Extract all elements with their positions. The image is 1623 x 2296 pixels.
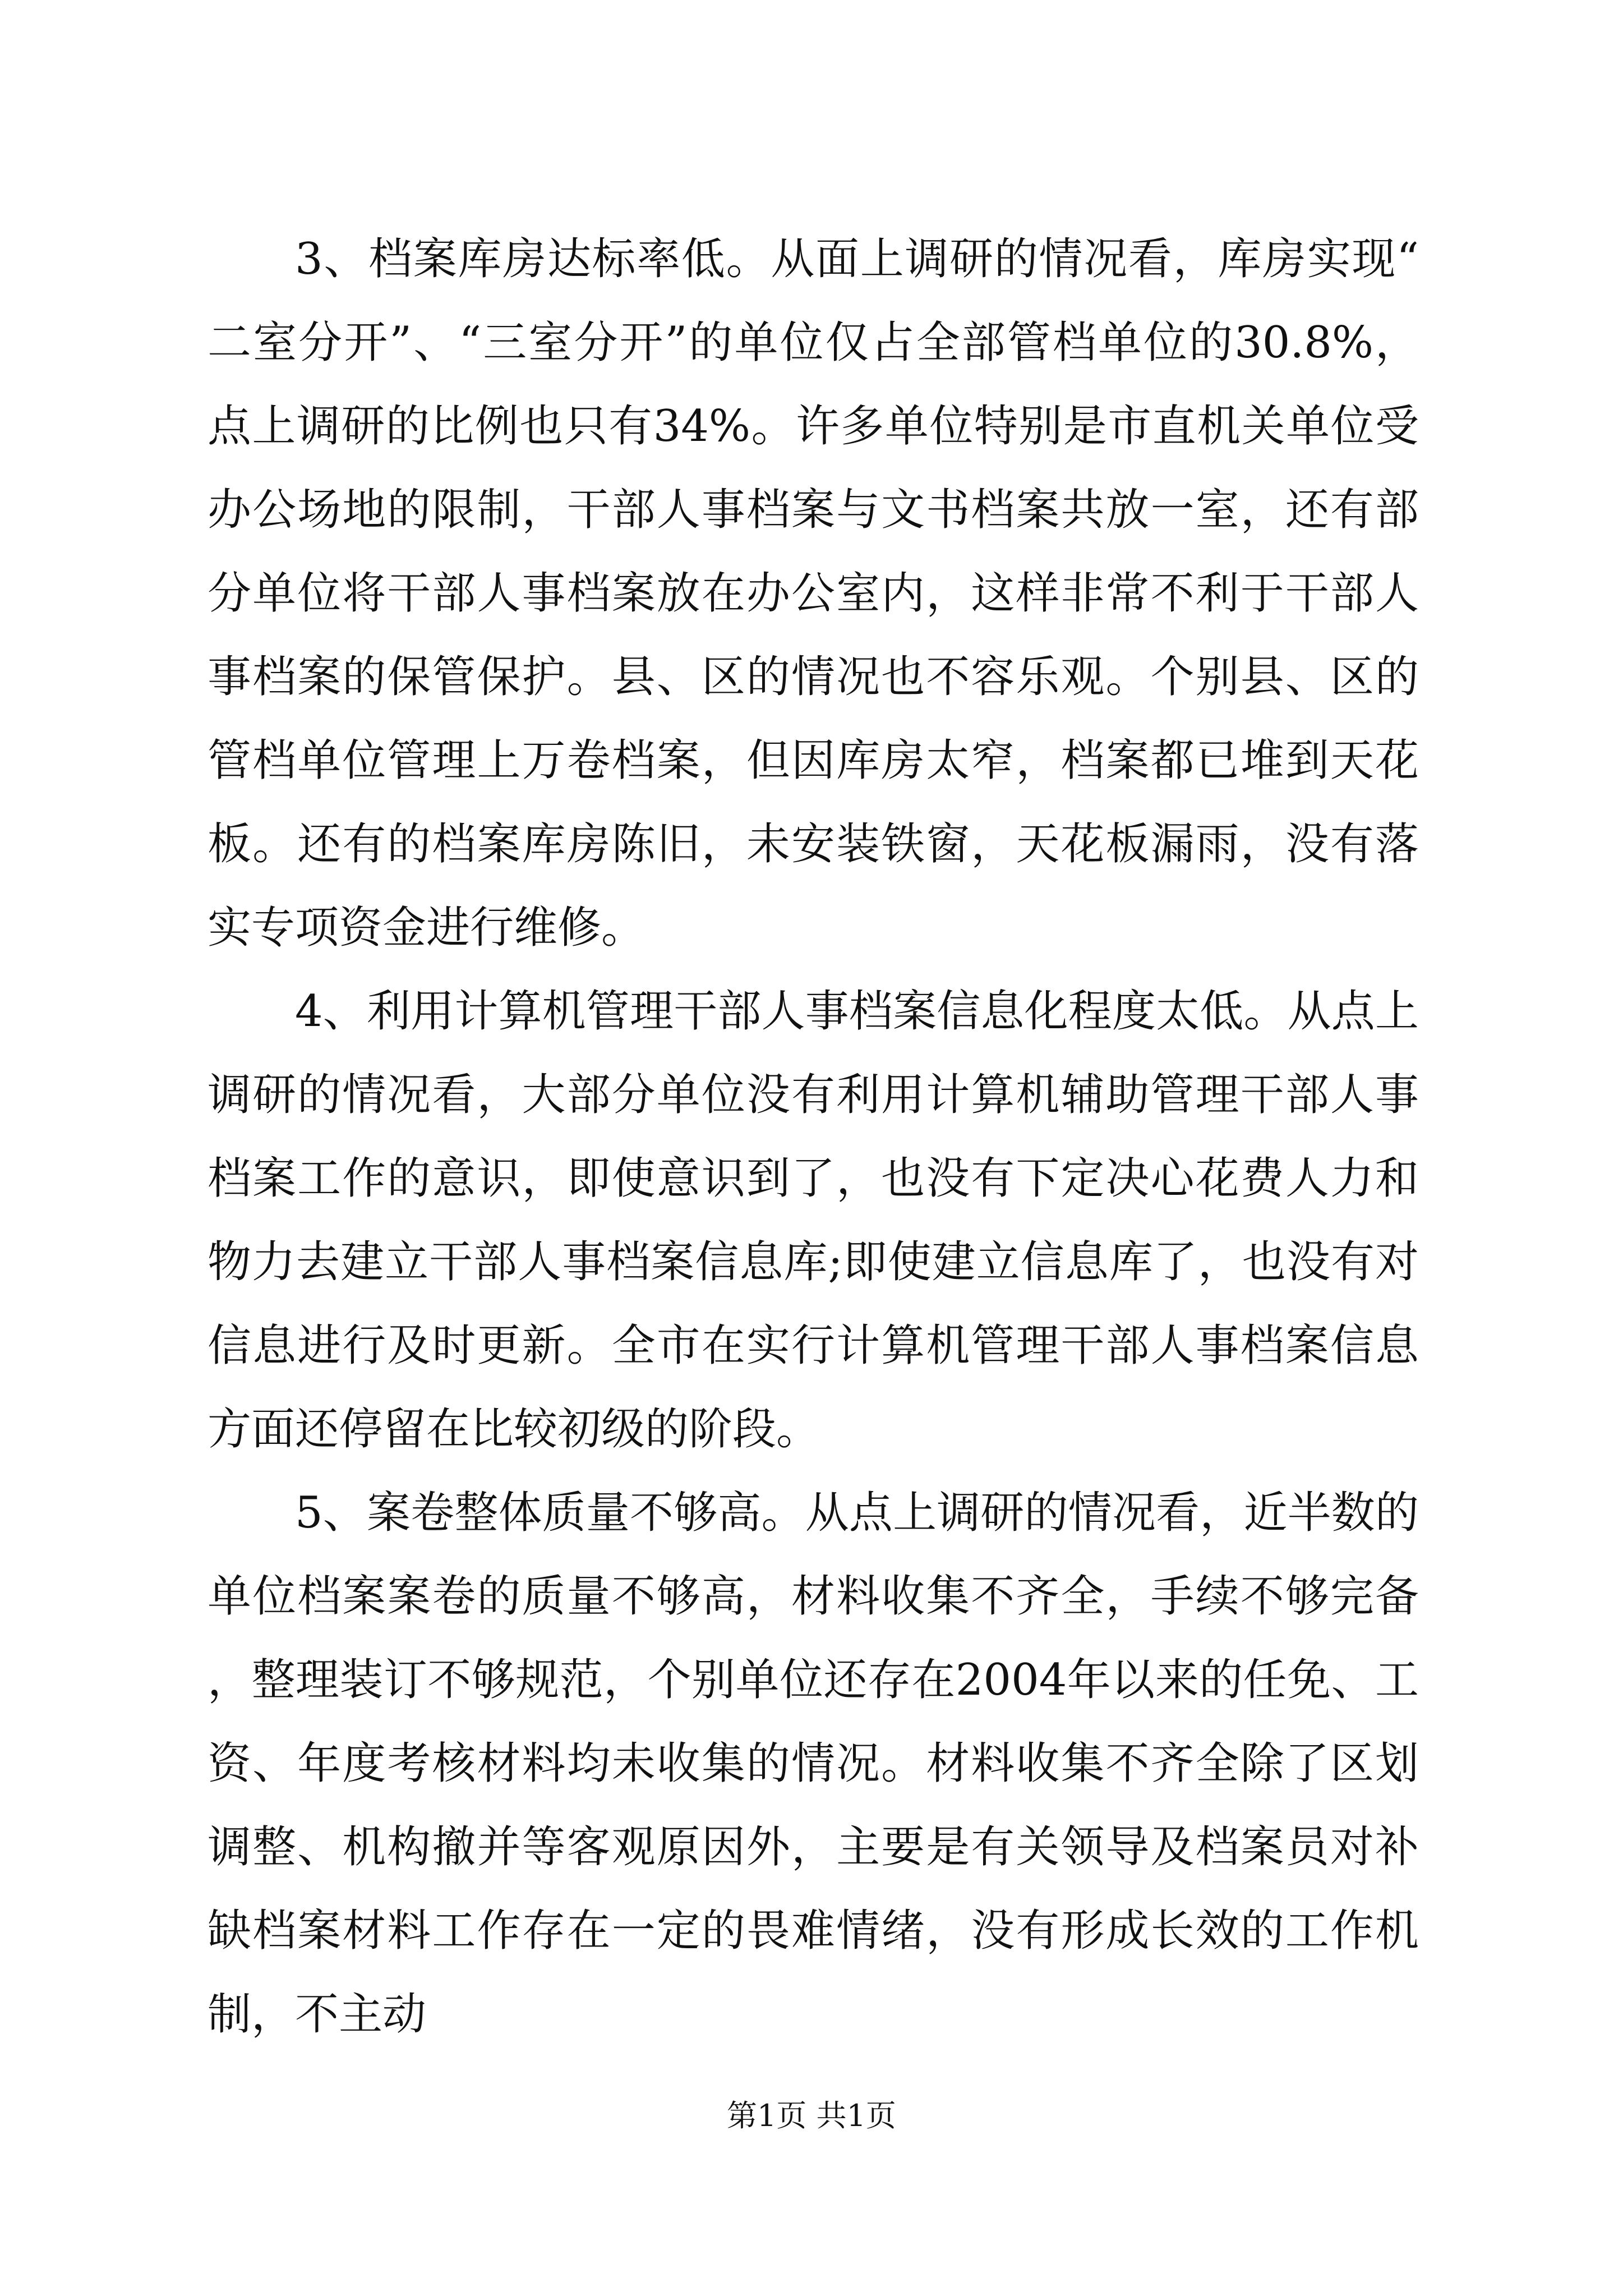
paragraph-archive-storage: 3、档案库房达标率低。从面上调研的情况看，库房实现“二室分开”、“三室分开”的单位仅占全部管档单位的30.8%，点上调研的比例也只有34%。许多单位特别是市直机关单位受办公场地的限制，干部人事档案与文书档案共放一室，还有部分单位将干部人事档案放在办公室内，这样非常不利于干部人事档案的保管保护。县、区的情况也不容乐观。个别县、区的管档单位管理上万卷档案，但因库房太窄，档案都已堆到天花板。还有的档案库房陈旧，未安装铁窗，天花板漏雨，没有落实专项资金进行维修。 [208,234,1419,953]
paragraph-computer-management: 4、利用计算机管理干部人事档案信息化程度太低。从点上调研的情况看，大部分单位没有利用计算机辅助管理干部人事档案工作的意识，即使意识到了，也没有下定决心花费人力和物力去建立干部人事档案信息库;即使建立信息库了，也没有对信息进行及时更新。全市在实行计算机管理干部人事档案信息方面还停留在比较初级的阶段。 [208,986,1419,1455]
paragraph-file-quality: 5、案卷整体质量不够高。从点上调研的情况看，近半数的单位档案案卷的质量不够高，材料收集不齐全，手续不够完备，整理装订不够规范，个别单位还存在2004年以来的任免、工资、年度考核材料均未收集的情况。材料收集不齐全除了区划调整、机构撤并等客观原因外，主要是有关领导及档案员对补缺档案材料工作存在一定的畏难情绪，没有形成长效的工作机制，不主动 [208,1488,1419,2040]
page-footer: 第1页 共1页 [727,2098,896,2133]
document-body [208,218,1419,2056]
